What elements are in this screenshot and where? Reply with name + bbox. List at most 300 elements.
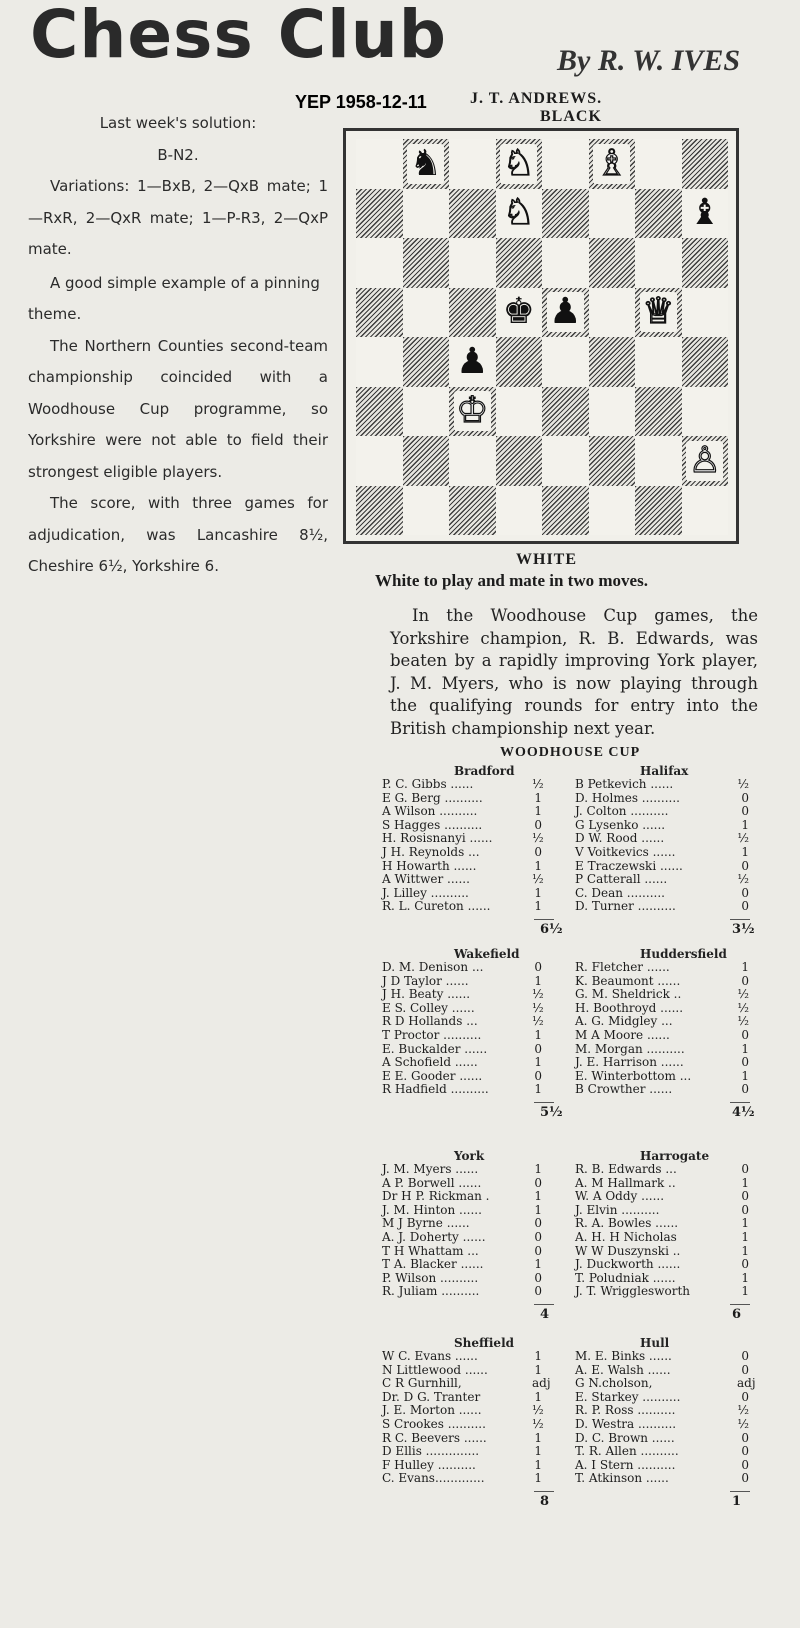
away-score: 1 — [741, 1041, 749, 1056]
away-score: 0 — [741, 1457, 749, 1472]
away-score: 1 — [741, 1243, 749, 1258]
chess-piece: ♚ — [502, 291, 535, 333]
result-row — [382, 873, 762, 887]
result-row — [382, 900, 762, 914]
total-rule — [534, 1491, 554, 1492]
square-d5 — [496, 288, 543, 338]
left-column — [28, 108, 328, 583]
away-score: 0 — [741, 1471, 749, 1486]
home-score: adj — [532, 1376, 551, 1391]
away-score: 1 — [741, 1216, 749, 1231]
solution-comment: A good simple example of a pinning theme. — [28, 273, 320, 323]
away-player: D. C. Brown ...... — [575, 1430, 675, 1445]
home-player: A P. Borwell ...... — [382, 1175, 482, 1190]
away-player: A. H. H Nicholas — [575, 1229, 677, 1244]
away-player: H. Boothroyd ...... — [575, 1000, 684, 1015]
result-row — [382, 1204, 762, 1218]
home-score: 1 — [534, 1257, 542, 1272]
home-score: 0 — [534, 1243, 542, 1258]
home-score: 1 — [534, 1389, 542, 1404]
result-row — [382, 961, 762, 975]
home-player: W C. Evans ...... — [382, 1349, 478, 1363]
solution-variations: Variations: 1—BxB, 2—QxB mate; 1—RxR, 2—QxR mate; 1—P-R3, 2—QxP mate. — [28, 177, 328, 258]
total-rule — [730, 919, 750, 920]
away-score: 0 — [741, 804, 749, 819]
board-results — [382, 961, 762, 1097]
away-player: D. Westra .......... — [575, 1416, 677, 1431]
away-player: C. Dean .......... — [575, 885, 665, 900]
away-player: G N.cholson, — [575, 1376, 653, 1391]
home-score: 0 — [534, 844, 542, 859]
home-score: 1 — [534, 1055, 542, 1070]
away-score: 0 — [741, 1257, 749, 1272]
away-score: 0 — [741, 885, 749, 900]
northern-counties-paragraph: The Northern Counties second-team championship coincided with a Woodhouse Cup programme, so Yorkshire were not able to field their strongest eligible players. — [28, 336, 328, 481]
away-team-name: Harrogate — [640, 1149, 710, 1163]
home-score: 1 — [534, 1027, 542, 1042]
away-score: 0 — [741, 1444, 749, 1459]
result-row — [382, 1445, 762, 1459]
away-total: 1 — [732, 1494, 742, 1509]
away-player: V Voitkevics ...... — [575, 844, 676, 859]
home-player: T Proctor .......... — [382, 1027, 482, 1042]
home-player: P. Wilson .......... — [382, 1270, 479, 1285]
home-player: A. J. Doherty ...... — [382, 1229, 486, 1244]
square-h6 — [682, 238, 729, 288]
result-row — [382, 819, 762, 833]
away-score: 1 — [741, 817, 749, 832]
square-a8 — [356, 139, 403, 189]
chess-board — [356, 139, 728, 535]
away-score: 1 — [741, 844, 749, 859]
away-player: E. Winterbottom ... — [575, 1068, 692, 1083]
square-e6 — [542, 238, 589, 288]
result-row — [382, 1231, 762, 1245]
away-player: G Lysenko ...... — [575, 817, 666, 832]
chess-piece: ♟ — [456, 340, 489, 382]
away-score: 0 — [741, 858, 749, 873]
result-row — [382, 1002, 762, 1016]
result-row — [382, 1070, 762, 1084]
away-player: D. Turner .......... — [575, 899, 676, 914]
square-e7 — [542, 189, 589, 239]
away-player: J. Colton .......... — [575, 804, 669, 819]
square-h4 — [682, 337, 729, 387]
square-d4 — [496, 337, 543, 387]
home-score: 1 — [534, 1082, 542, 1097]
result-row — [382, 1029, 762, 1043]
home-score: 1 — [534, 1189, 542, 1204]
square-d7 — [496, 189, 543, 239]
away-score: ½ — [737, 1403, 749, 1418]
article-text — [390, 605, 758, 740]
square-e8 — [542, 139, 589, 189]
result-row — [382, 1391, 762, 1405]
home-score: ½ — [532, 831, 544, 846]
square-e5 — [542, 288, 589, 338]
result-row — [382, 1350, 762, 1364]
chess-piece: ♘ — [500, 144, 537, 184]
chess-piece: ♕ — [640, 292, 677, 332]
square-f1 — [589, 486, 636, 536]
home-player: S Hagges .......... — [382, 817, 483, 832]
square-b1 — [403, 486, 450, 536]
square-c3 — [449, 387, 496, 437]
away-score: 0 — [741, 973, 749, 988]
home-player: N Littlewood ...... — [382, 1362, 488, 1377]
away-score: 1 — [741, 960, 749, 974]
home-player: Dr H P. Rickman . — [382, 1189, 490, 1204]
home-total: 5½ — [540, 1105, 563, 1120]
away-team-name: Hull — [640, 1336, 670, 1350]
result-row — [382, 805, 762, 819]
square-b8 — [403, 139, 450, 189]
date-stamp: YEP 1958-12-11 — [295, 92, 427, 112]
square-d8 — [496, 139, 543, 189]
home-score: 1 — [534, 1471, 542, 1486]
square-a4 — [356, 337, 403, 387]
home-player: J. Lilley .......... — [382, 885, 469, 900]
home-player: J H. Beaty ...... — [382, 987, 471, 1002]
solution-heading: Last week's solution: — [99, 114, 257, 132]
square-b4 — [403, 337, 450, 387]
square-h7 — [682, 189, 729, 239]
away-team-name: Huddersfield — [640, 947, 727, 961]
result-row — [382, 860, 762, 874]
chess-piece: ♘ — [502, 192, 535, 234]
home-score: 1 — [534, 1444, 542, 1459]
square-b7 — [403, 189, 450, 239]
away-score: ½ — [737, 987, 749, 1002]
away-player: T. Atkinson ...... — [575, 1471, 669, 1486]
away-player: R. A. Bowles ...... — [575, 1216, 679, 1231]
total-rule — [730, 1491, 750, 1492]
solution-move: B-N2. — [157, 145, 199, 164]
square-a1 — [356, 486, 403, 536]
home-score: ½ — [532, 872, 544, 887]
result-row — [382, 846, 762, 860]
square-e1 — [542, 486, 589, 536]
home-score: ½ — [532, 777, 544, 791]
total-rule — [534, 1102, 554, 1103]
away-player: E. Starkey .......... — [575, 1389, 681, 1404]
home-score: 0 — [534, 817, 542, 832]
away-score: 0 — [741, 790, 749, 805]
home-player: J H. Reynolds ... — [382, 844, 480, 859]
square-c6 — [449, 238, 496, 288]
home-player: R C. Beevers ...... — [382, 1430, 487, 1445]
home-player: S Crookes .......... — [382, 1416, 486, 1431]
home-score: 1 — [534, 899, 542, 914]
away-score: ½ — [737, 777, 749, 791]
away-player: M. Morgan .......... — [575, 1041, 685, 1056]
home-score: 1 — [534, 804, 542, 819]
result-row — [382, 988, 762, 1002]
result-row — [382, 1377, 762, 1391]
away-score: 0 — [741, 1202, 749, 1217]
home-player: R. Juliam .......... — [382, 1284, 480, 1299]
square-a3 — [356, 387, 403, 437]
square-f6 — [589, 238, 636, 288]
home-player: Dr. D G. Tranter — [382, 1389, 481, 1404]
away-score: 0 — [741, 1082, 749, 1097]
away-player: M. E. Binks ...... — [575, 1349, 672, 1363]
away-score: ½ — [737, 1416, 749, 1431]
result-row — [382, 1043, 762, 1057]
square-g5 — [635, 288, 682, 338]
total-rule — [534, 919, 554, 920]
home-player: A Wilson .......... — [382, 804, 478, 819]
board-results — [382, 778, 762, 914]
result-row — [382, 1432, 762, 1446]
square-a7 — [356, 189, 403, 239]
away-player: P Catterall ...... — [575, 872, 668, 887]
home-score: 0 — [534, 1041, 542, 1056]
away-score: adj — [737, 1376, 756, 1391]
score-paragraph: The score, with three games for adjudication, was Lancashire 8½, Cheshire 6½, Yorkshire 6. — [28, 494, 328, 575]
away-score: ½ — [737, 872, 749, 887]
away-score: 0 — [741, 1349, 749, 1363]
home-score: 0 — [534, 1270, 542, 1285]
square-b5 — [403, 288, 450, 338]
chess-piece: ♝ — [688, 192, 721, 234]
home-player: E E. Gooder ...... — [382, 1068, 483, 1083]
square-h3 — [682, 387, 729, 437]
chess-piece: ♔ — [454, 391, 491, 431]
result-row — [382, 1217, 762, 1231]
away-player: W W Duszynski .. — [575, 1243, 681, 1258]
home-score: 1 — [534, 858, 542, 873]
result-row — [382, 1285, 762, 1299]
home-score: 0 — [534, 1229, 542, 1244]
chess-piece: ♗ — [593, 144, 630, 184]
home-score: ½ — [532, 987, 544, 1002]
away-player: J. T. Wrigglesworth — [575, 1284, 690, 1299]
square-c5 — [449, 288, 496, 338]
home-team-name: Bradford — [454, 764, 515, 778]
square-f3 — [589, 387, 636, 437]
square-h1 — [682, 486, 729, 536]
away-player: J. Elvin .......... — [575, 1202, 660, 1217]
square-c4 — [449, 337, 496, 387]
problem-caption: White to play and mate in two moves. — [375, 571, 648, 590]
away-score: 0 — [741, 1162, 749, 1176]
result-row — [382, 792, 762, 806]
away-player: R. B. Edwards ... — [575, 1162, 677, 1176]
home-score: 0 — [534, 1284, 542, 1299]
chess-diagram — [343, 128, 739, 544]
square-f5 — [589, 288, 636, 338]
away-player: B Petkevich ...... — [575, 777, 674, 791]
home-player: F Hulley .......... — [382, 1457, 476, 1472]
result-row — [382, 887, 762, 901]
home-total: 6½ — [540, 922, 563, 937]
away-player: R. Fletcher ...... — [575, 960, 670, 974]
square-c1 — [449, 486, 496, 536]
away-score: 1 — [741, 1284, 749, 1299]
chess-piece: ♙ — [686, 441, 723, 481]
square-d1 — [496, 486, 543, 536]
home-player: J. E. Morton ...... — [382, 1403, 482, 1418]
away-score: 1 — [741, 1229, 749, 1244]
chess-piece: ♞ — [407, 144, 444, 184]
away-score: 1 — [741, 1270, 749, 1285]
home-player: D. M. Denison ... — [382, 960, 484, 974]
total-rule — [534, 1304, 554, 1305]
home-player: J. M. Hinton ...... — [382, 1202, 482, 1217]
home-team-name: York — [454, 1149, 485, 1163]
result-row — [382, 1418, 762, 1432]
result-row — [382, 778, 762, 792]
away-player: W. A Oddy ...... — [575, 1189, 665, 1204]
home-player: E G. Berg .......... — [382, 790, 483, 805]
home-total: 8 — [540, 1494, 550, 1509]
result-row — [382, 832, 762, 846]
home-score: 1 — [534, 1349, 542, 1363]
board-results — [382, 1163, 762, 1299]
square-c7 — [449, 189, 496, 239]
square-e2 — [542, 436, 589, 486]
square-e4 — [542, 337, 589, 387]
home-player: P. C. Gibbs ...... — [382, 777, 474, 791]
result-row — [382, 1472, 762, 1486]
square-g1 — [635, 486, 682, 536]
away-player: K. Beaumont ...... — [575, 973, 681, 988]
away-player: T. Poludniak ...... — [575, 1270, 676, 1285]
away-player: G. M. Sheldrick .. — [575, 987, 682, 1002]
home-player: H. Rosisnanyi ...... — [382, 831, 493, 846]
result-row — [382, 1245, 762, 1259]
result-row — [382, 1190, 762, 1204]
away-player: A. I Stern .......... — [575, 1457, 676, 1472]
away-score: 0 — [741, 1430, 749, 1445]
result-row — [382, 1272, 762, 1286]
home-player: T A. Blacker ...... — [382, 1257, 484, 1272]
away-score: 1 — [741, 1175, 749, 1190]
home-player: A Schofield ...... — [382, 1055, 478, 1070]
home-player: J. M. Myers ...... — [382, 1162, 479, 1176]
away-total: 6 — [732, 1307, 742, 1322]
away-score: 0 — [741, 1389, 749, 1404]
square-d6 — [496, 238, 543, 288]
home-score: 1 — [534, 1362, 542, 1377]
result-row — [382, 1083, 762, 1097]
result-row — [382, 1258, 762, 1272]
chess-piece: ♟ — [547, 292, 584, 332]
away-score: 0 — [741, 1055, 749, 1070]
square-g3 — [635, 387, 682, 437]
total-rule — [730, 1304, 750, 1305]
result-row — [382, 1459, 762, 1473]
square-h5 — [682, 288, 729, 338]
away-score: 0 — [741, 1362, 749, 1377]
home-score: ½ — [532, 1416, 544, 1431]
home-score: 0 — [534, 960, 542, 974]
home-score: 0 — [534, 1175, 542, 1190]
black-label: BLACK — [540, 108, 602, 125]
away-player: D. Holmes .......... — [575, 790, 680, 805]
square-b2 — [403, 436, 450, 486]
result-row — [382, 975, 762, 989]
result-row — [382, 1056, 762, 1070]
square-c2 — [449, 436, 496, 486]
home-player: H Howarth ...... — [382, 858, 477, 873]
square-c8 — [449, 139, 496, 189]
home-score: ½ — [532, 1000, 544, 1015]
white-label: WHITE — [516, 551, 578, 568]
home-player: J D Taylor ...... — [382, 973, 469, 988]
square-h8 — [682, 139, 729, 189]
home-player: R Hadfield .......... — [382, 1082, 489, 1097]
away-player: M A Moore ...... — [575, 1027, 670, 1042]
result-row — [382, 1364, 762, 1378]
problem-composer: J. T. ANDREWS. — [470, 90, 603, 107]
away-player: E Traczewski ...... — [575, 858, 683, 873]
home-score: 0 — [534, 1068, 542, 1083]
home-score: ½ — [532, 1014, 544, 1029]
away-score: ½ — [737, 831, 749, 846]
home-player: E. Buckalder ...... — [382, 1041, 488, 1056]
result-row — [382, 1015, 762, 1029]
away-player: A. E. Walsh ...... — [575, 1362, 671, 1377]
square-g7 — [635, 189, 682, 239]
away-player: R. P. Ross .......... — [575, 1403, 676, 1418]
square-b6 — [403, 238, 450, 288]
home-player: E S. Colley ...... — [382, 1000, 475, 1015]
home-total: 4 — [540, 1307, 550, 1322]
result-row — [382, 1177, 762, 1191]
board-results — [382, 1350, 762, 1486]
home-score: 0 — [534, 1216, 542, 1231]
away-player: J. Duckworth ...... — [575, 1257, 681, 1272]
away-score: 0 — [741, 1189, 749, 1204]
square-f2 — [589, 436, 636, 486]
home-score: 1 — [534, 790, 542, 805]
result-row — [382, 1404, 762, 1418]
home-team-name: Wakefield — [454, 947, 520, 961]
away-total: 4½ — [732, 1105, 755, 1120]
home-score: 1 — [534, 1202, 542, 1217]
away-score: 1 — [741, 1068, 749, 1083]
total-rule — [730, 1102, 750, 1103]
away-team-name: Halifax — [640, 764, 689, 778]
square-a5 — [356, 288, 403, 338]
article-paragraph: In the Woodhouse Cup games, the Yorkshire champion, R. B. Edwards, was beaten by a rapidly improving York player, J. M. Myers, who is now playing through the qualifying rounds for entry into the British championship next year. — [390, 606, 758, 738]
home-player: A Wittwer ...... — [382, 872, 470, 887]
away-score: ½ — [737, 1014, 749, 1029]
square-g2 — [635, 436, 682, 486]
away-player: B Crowther ...... — [575, 1082, 673, 1097]
square-a2 — [356, 436, 403, 486]
home-player: C R Gurnhill, — [382, 1376, 462, 1391]
square-d2 — [496, 436, 543, 486]
woodhouse-cup-heading: WOODHOUSE CUP — [500, 745, 641, 760]
home-player: D Ellis .............. — [382, 1444, 480, 1459]
square-d3 — [496, 387, 543, 437]
square-a6 — [356, 238, 403, 288]
byline: By R. W. IVES — [557, 44, 741, 77]
square-g8 — [635, 139, 682, 189]
away-score: 0 — [741, 1027, 749, 1042]
home-score: 1 — [534, 1162, 542, 1176]
home-player: R. L. Cureton ...... — [382, 899, 491, 914]
home-player: T H Whattam ... — [382, 1243, 479, 1258]
home-score: 1 — [534, 973, 542, 988]
away-player: A. G. Midgley ... — [575, 1014, 673, 1029]
away-player: A. M Hallmark .. — [575, 1175, 676, 1190]
home-player: C. Evans............. — [382, 1471, 485, 1486]
square-f8 — [589, 139, 636, 189]
